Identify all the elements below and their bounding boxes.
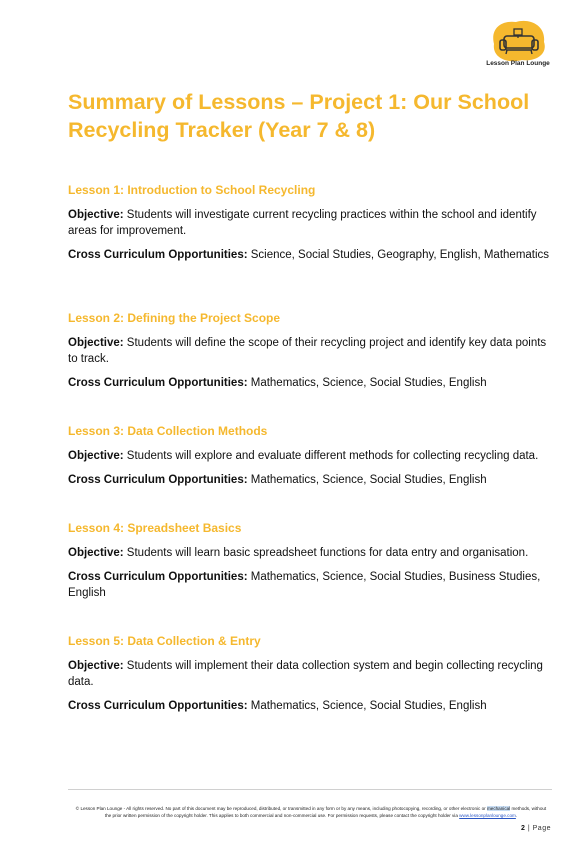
cross-curriculum-label: Cross Curriculum Opportunities: [68,700,248,712]
objective-text: Students will define the scope of their recycling project and identify key data points to track. [68,337,547,365]
cross-curriculum-text: Mathematics, Science, Social Studies, English [247,474,487,486]
lesson-heading: Lesson 4: Spreadsheet Basics [68,521,242,535]
lesson-5 [68,634,558,722]
objective-label: Objective: [68,547,124,559]
page-title: Summary of Lessons – Project 1: Our School Recycling Tracker (Year 7 & 8) [68,90,530,142]
page-word: Page [532,825,551,832]
objective-label: Objective: [68,450,124,462]
lesson-cross-curriculum [68,375,558,391]
lesson-objective [68,448,558,464]
cross-curriculum-text: Mathematics, Science, Social Studies, Business Studies, English [68,571,541,599]
copyright-end: . [515,813,518,818]
lesson-heading: Lesson 1: Introduction to School Recycling [68,183,316,197]
lesson-objective [68,545,558,561]
cross-curriculum-label: Cross Curriculum Opportunities: [68,249,248,261]
lesson-objective [68,658,558,690]
lesson-heading: Lesson 2: Defining the Project Scope [68,311,281,325]
footer-copyright [72,805,550,819]
objective-label: Objective: [68,337,124,349]
objective-text: Students will learn basic spreadsheet functions for data entry and organisation. [123,547,529,559]
lesson-cross-curriculum [68,569,558,601]
cross-curriculum-label: Cross Curriculum Opportunities: [68,377,248,389]
lesson-4 [68,521,558,609]
lesson-heading: Lesson 5: Data Collection & Entry [68,634,261,648]
copyright-text-cont: methods, without the prior written permission of the copyright holder. This applies to both commercial and non-commercial use. For permission requests, please contact the copyright holder via [104,806,547,818]
lesson-heading: Lesson 3: Data Collection Methods [68,424,268,438]
page-number-value: 2 [521,825,526,832]
lesson-objective [68,335,558,367]
lesson-cross-curriculum [68,698,558,714]
objective-text: Students will investigate current recycling practices within the school and identify areas for improvement. [68,209,537,237]
objective-text: Students will explore and evaluate different methods for collecting recycling data. [123,450,539,462]
lesson-2 [68,311,558,399]
objective-label: Objective: [68,660,124,672]
lesson-objective [68,207,558,239]
lesson-cross-curriculum [68,247,558,263]
cross-curriculum-label: Cross Curriculum Opportunities: [68,571,248,583]
lesson-cross-curriculum [68,472,558,488]
cross-curriculum-text: Science, Social Studies, Geography, English, Mathematics [247,249,550,261]
lesson-1 [68,183,558,271]
lesson-3 [68,424,558,496]
objective-label: Objective: [68,209,124,221]
cross-curriculum-text: Mathematics, Science, Social Studies, English [247,377,487,389]
footer-divider [68,789,552,790]
copyright-text: © Lesson Plan Lounge - All rights reserved. No part of this document may be reproduced, distributed, or transmitted in any form or by any means, including photocopying, recording, or other electronic or [75,806,487,811]
cross-curriculum-label: Cross Curriculum Opportunities: [68,474,248,486]
cross-curriculum-text: Mathematics, Science, Social Studies, English [247,700,487,712]
page-separator: | [525,825,533,832]
copyright-highlight: mechanical [486,806,511,811]
objective-text: Students will implement their data collection system and begin collecting recycling data. [68,660,543,688]
logo-text: Lesson Plan Lounge [486,60,550,67]
website-link[interactable]: www.lessonplanlounge.com [459,813,516,818]
page-number [521,825,551,832]
